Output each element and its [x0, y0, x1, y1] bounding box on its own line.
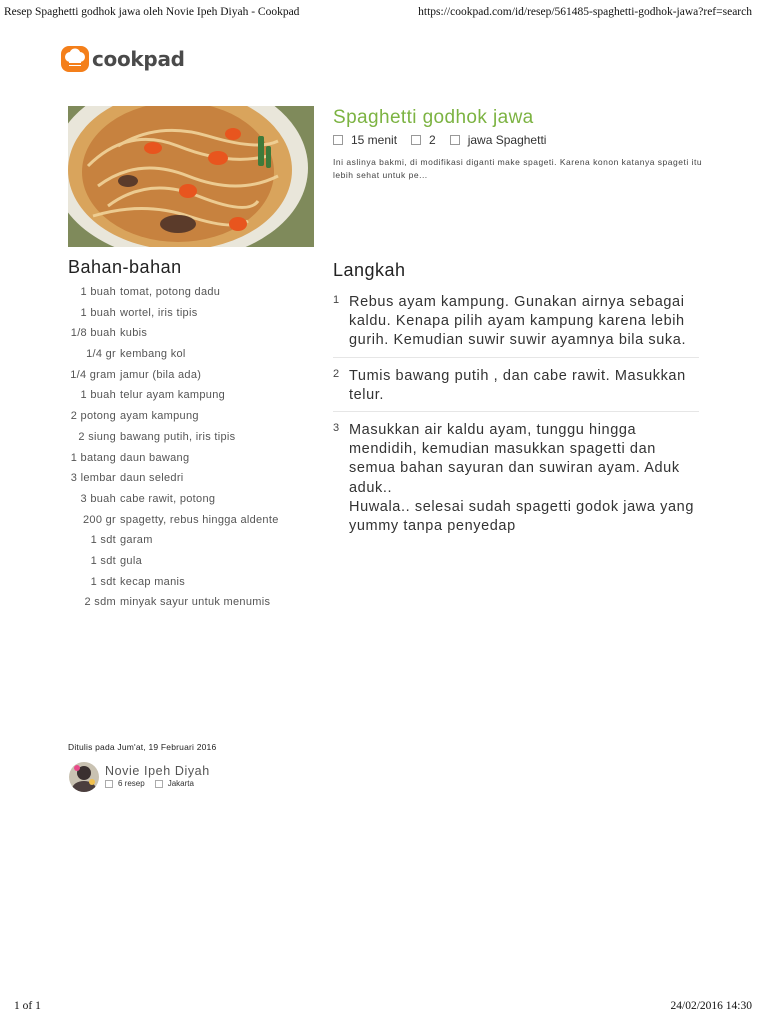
author-name[interactable]: Novie Ipeh Diyah — [105, 764, 210, 778]
ingredient-row — [68, 452, 318, 465]
ingredient-name: bawang putih, iris tipis — [120, 430, 236, 443]
print-footer-datetime: 24/02/2016 14:30 — [670, 1000, 752, 1012]
ingredient-name: gula — [120, 554, 142, 567]
ingredient-qty: 2 potong — [70, 410, 116, 423]
ingredient-qty: 2 sdm — [84, 596, 116, 609]
ingredient-row — [68, 493, 318, 506]
ingredient-qty: 3 buah — [80, 492, 116, 505]
ingredient-qty: 1/4 gram — [70, 368, 116, 381]
print-header-title: Resep Spaghetti godhok jawa oleh Novie Ipeh Diyah - Cookpad — [4, 6, 300, 18]
location-icon — [155, 780, 163, 788]
ingredient-row — [68, 286, 318, 299]
ingredient-name: daun seledri — [120, 472, 184, 485]
print-footer-page: 1 of 1 — [14, 1000, 41, 1012]
book-icon — [105, 780, 113, 788]
ingredient-row — [68, 389, 318, 402]
ingredient-name: kubis — [120, 327, 148, 340]
ingredient-qty: 2 siung — [78, 430, 116, 443]
time-value: 15 menit — [351, 133, 398, 147]
cookpad-logo[interactable] — [60, 44, 185, 74]
step-item — [333, 293, 699, 358]
location-label: Jakarta — [167, 779, 194, 788]
ingredient-row — [68, 348, 318, 361]
ingredient-qty: 1/4 gr — [86, 348, 116, 361]
ingredient-name: minyak sayur untuk menumis — [120, 596, 271, 609]
clock-icon — [333, 135, 343, 145]
ingredients-list — [68, 286, 318, 617]
recipe-count — [105, 779, 145, 788]
ingredient-name: cabe rawit, potong — [120, 492, 216, 505]
ingredient-row — [68, 534, 318, 547]
ingredient-name: wortel, iris tipis — [120, 306, 198, 319]
ingredient-row — [68, 327, 318, 340]
step-text: Masukkan air kaldu ayam, tunggu hingga mendidih, kemudian masukkan spagetti dan semua bahan sayuran dan suwiran ayam. Aduk aduk.. Huwala.. selesai sudah spagetti godok jawa yang yummy tanpa penyedap — [349, 422, 694, 535]
ingredient-row — [68, 596, 318, 609]
ingredient-name: jamur (bila ada) — [120, 368, 202, 381]
ingredients-heading: Bahan-bahan — [68, 257, 182, 277]
ingredient-qty: 1 buah — [80, 306, 116, 319]
servings-meta — [411, 133, 436, 147]
step-number: 3 — [333, 422, 340, 435]
ingredient-row — [68, 555, 318, 568]
ingredient-name: kembang kol — [120, 348, 186, 361]
step-item — [333, 367, 699, 412]
ingredient-qty: 1 sdt — [90, 554, 116, 567]
ingredient-row — [68, 307, 318, 320]
ingredient-name: kecap manis — [120, 575, 186, 588]
servings-icon — [411, 135, 421, 145]
author-meta — [105, 779, 204, 788]
ingredient-name: daun bawang — [120, 451, 190, 464]
steps-heading: Langkah — [333, 260, 406, 280]
category-value[interactable]: jawa Spaghetti — [467, 133, 547, 147]
step-item — [333, 421, 699, 542]
step-text: Rebus ayam kampung. Gunakan airnya sebagai kaldu. Kenapa pilih ayam kampung karena lebih gurih. Kemudian suwir suwir ayamnya bila suka. — [349, 294, 687, 349]
tag-icon — [450, 135, 460, 145]
ingredient-row — [68, 410, 318, 423]
recipe-count-label: 6 resep — [118, 779, 145, 788]
ingredient-qty: 1 sdt — [90, 534, 116, 547]
steps-list — [333, 293, 699, 551]
location — [155, 779, 194, 788]
ingredient-qty: 3 lembar — [70, 472, 116, 485]
servings-value: 2 — [429, 133, 436, 147]
category-meta[interactable] — [450, 133, 547, 147]
ingredient-name: garam — [120, 534, 153, 547]
written-date: Ditulis pada Jum'at, 19 Februari 2016 — [68, 742, 217, 752]
step-number: 1 — [333, 294, 340, 306]
ingredient-qty: 1 buah — [80, 389, 116, 402]
ingredient-name: telur ayam kampung — [120, 389, 226, 402]
step-text: Tumis bawang putih , dan cabe rawit. Masukkan telur. — [349, 367, 686, 403]
chef-hat-icon — [60, 45, 90, 73]
ingredient-qty: 1/8 buah — [70, 327, 116, 340]
ingredient-qty: 1 batang — [70, 451, 116, 464]
recipe-photo — [68, 106, 314, 247]
ingredient-name: spagetty, rebus hingga aldente — [120, 513, 279, 526]
time-meta — [333, 133, 397, 147]
ingredient-name: tomat, potong dadu — [120, 286, 221, 298]
cookpad-wordmark: cookpad — [92, 47, 185, 71]
ingredient-row — [68, 576, 318, 589]
ingredient-row — [68, 369, 318, 382]
ingredient-row — [68, 514, 318, 527]
ingredient-qty: 1 sdt — [90, 575, 116, 588]
ingredient-row — [68, 472, 318, 485]
ingredient-qty: 200 gr — [83, 513, 116, 526]
step-number: 2 — [333, 367, 340, 380]
recipe-description: Ini aslinya bakmi, di modifikasi diganti make spageti. Karena konon katanya spageti itu lebih sehat untuk pe... — [333, 157, 703, 180]
recipe-meta — [333, 133, 560, 147]
ingredient-row — [68, 431, 318, 444]
print-header-url[interactable]: https://cookpad.com/id/resep/561485-spaghetti-godhok-jawa?ref=search — [418, 6, 752, 18]
recipe-title[interactable]: Spaghetti godhok jawa — [333, 107, 534, 128]
ingredient-qty: 1 buah — [80, 286, 116, 298]
ingredient-name: ayam kampung — [120, 410, 199, 423]
avatar[interactable] — [69, 762, 99, 792]
